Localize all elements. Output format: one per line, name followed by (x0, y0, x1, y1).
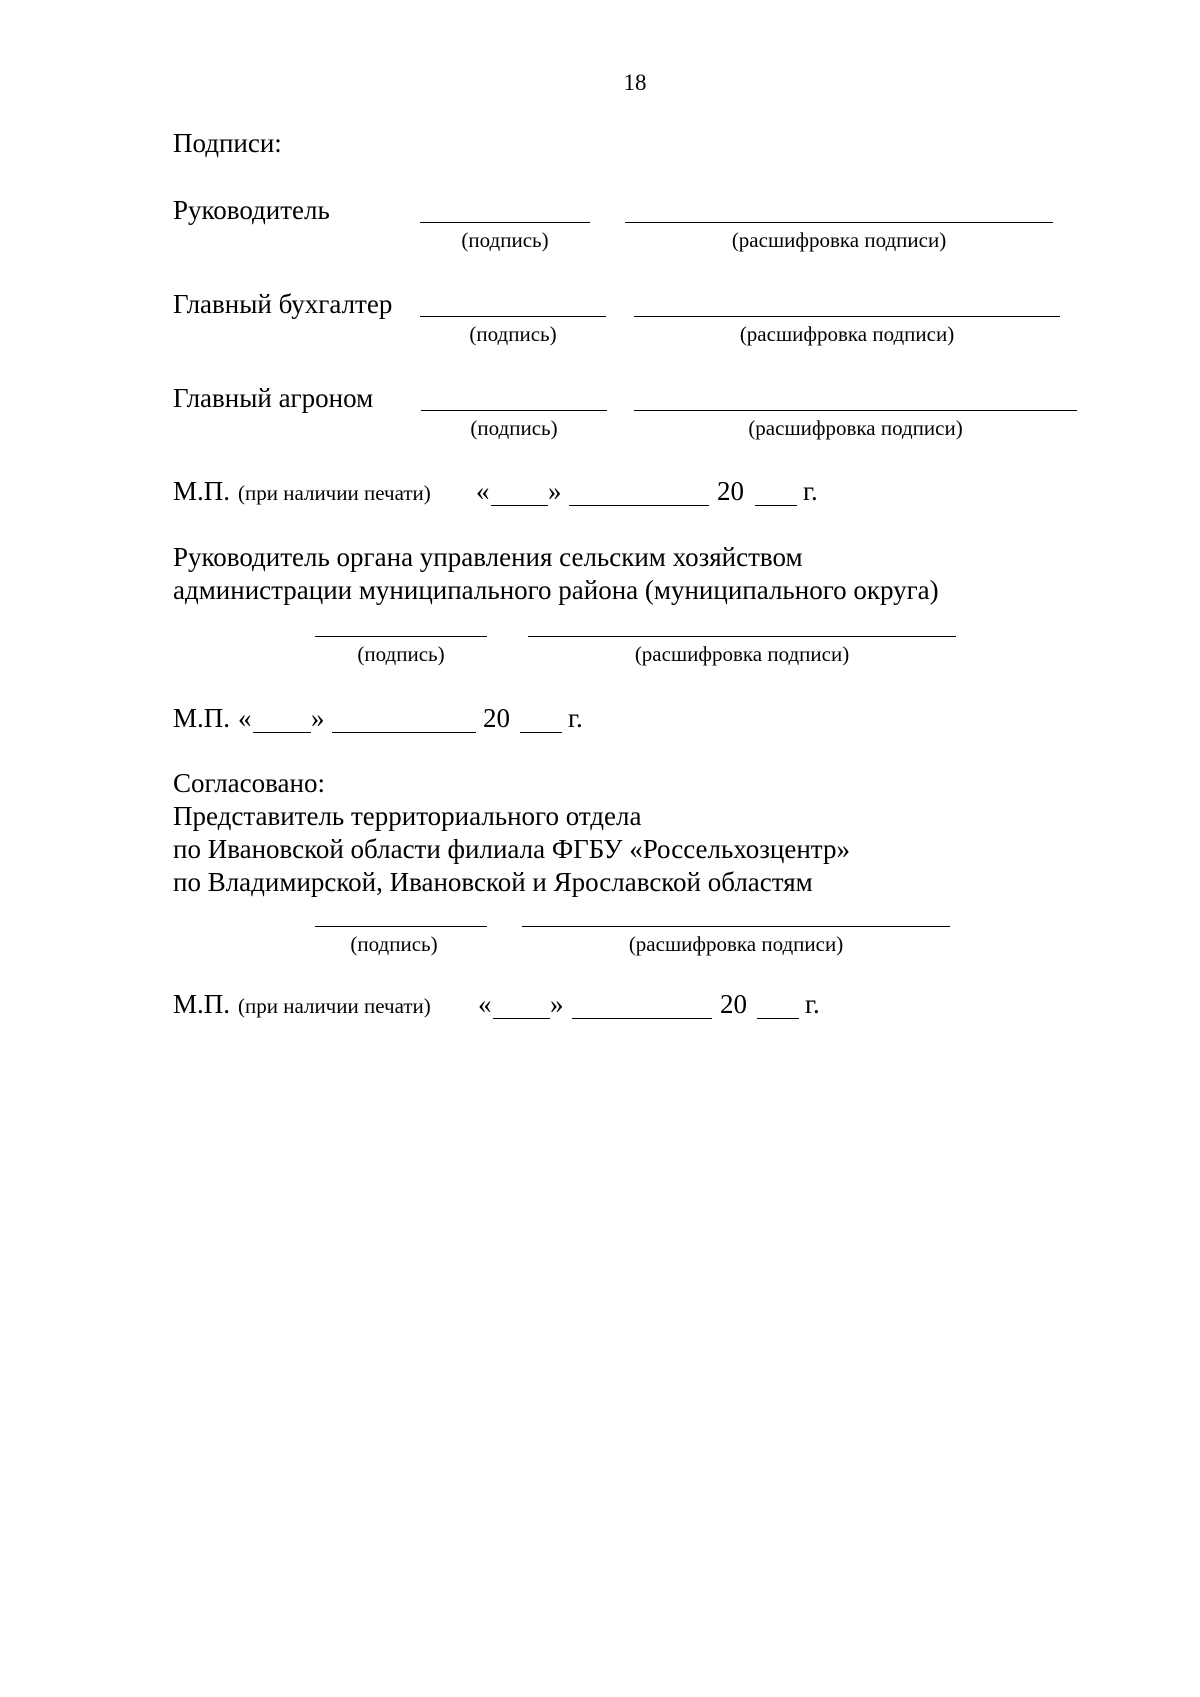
seal-3-day-field[interactable] (493, 1018, 550, 1019)
signatory-chief-agronomist-label: Главный агроном (173, 383, 374, 413)
chief-accountant-signature-line[interactable] (420, 316, 606, 317)
agreed-signature-line[interactable] (315, 926, 487, 927)
seal-2-mp: М.П. (173, 703, 231, 733)
seal-1-quote-close: » (548, 476, 562, 506)
seal-3-note: (при наличии печати) (238, 994, 431, 1018)
chief-accountant-signature-caption: (подпись) (469, 322, 557, 346)
seal-2-year-suffix: г. (568, 703, 583, 733)
seal-3-quote-close: » (550, 989, 564, 1019)
authority-decoding-caption: (расшифровка подписи) (634, 642, 850, 666)
chief-accountant-decoding-line[interactable] (634, 316, 1060, 317)
seal-1-day-field[interactable] (491, 505, 548, 506)
agreed-line-3: по Владимирской, Ивановской и Ярославской областям (173, 867, 813, 897)
page-number: 18 (623, 70, 647, 95)
seal-2-day-field[interactable] (253, 732, 311, 733)
agreed-signature-caption: (подпись) (350, 932, 438, 956)
chief-agronomist-decoding-line[interactable] (634, 410, 1077, 411)
agreed-decoding-caption: (расшифровка подписи) (628, 932, 844, 956)
agreed-label: Согласовано: (173, 768, 325, 798)
seal-2-year-prefix: 20 (483, 703, 510, 733)
signatory-head-label: Руководитель (173, 195, 330, 225)
head-decoding-line[interactable] (625, 222, 1053, 223)
authority-signature-caption: (подпись) (357, 642, 445, 666)
seal-1-note: (при наличии печати) (238, 481, 431, 505)
seal-1-quote-open: « (476, 476, 490, 506)
seal-1-mp: М.П. (173, 476, 231, 506)
seal-1-year-prefix: 20 (717, 476, 744, 506)
authority-decoding-line[interactable] (528, 636, 956, 637)
seal-2-quote-open: « (238, 703, 252, 733)
agreed-line-2: по Ивановской области филиала ФГБУ «Россельхозцентр» (173, 834, 850, 864)
chief-agronomist-signature-caption: (подпись) (470, 416, 558, 440)
seal-2-month-field[interactable] (332, 732, 476, 733)
seal-1-year-suffix: г. (803, 476, 818, 506)
seal-2-year-field[interactable] (520, 732, 562, 733)
chief-agronomist-decoding-caption: (расшифровка подписи) (748, 416, 963, 440)
chief-agronomist-signature-line[interactable] (421, 410, 607, 411)
seal-3-year-prefix: 20 (720, 989, 747, 1019)
chief-accountant-decoding-caption: (расшифровка подписи) (739, 322, 955, 346)
seal-3-year-field[interactable] (757, 1018, 799, 1019)
seal-3-year-suffix: г. (805, 989, 820, 1019)
agreed-line-1: Представитель территориального отдела (173, 801, 642, 831)
seal-3-mp: М.П. (173, 989, 231, 1019)
head-decoding-caption: (расшифровка подписи) (731, 228, 947, 252)
authority-signature-line[interactable] (315, 636, 487, 637)
seal-2-quote-close: » (311, 703, 325, 733)
signatory-chief-accountant-label: Главный бухгалтер (173, 289, 393, 319)
seal-3-quote-open: « (478, 989, 492, 1019)
authority-title-line-2: администрации муниципального района (муниципального округа) (173, 575, 939, 605)
agreed-decoding-line[interactable] (522, 926, 950, 927)
head-signature-caption: (подпись) (461, 228, 549, 252)
authority-title-line-1: Руководитель органа управления сельским хозяйством (173, 542, 803, 572)
seal-1-year-field[interactable] (755, 505, 797, 506)
signatures-heading: Подписи: (173, 128, 282, 158)
seal-3-month-field[interactable] (572, 1018, 712, 1019)
head-signature-line[interactable] (420, 222, 590, 223)
seal-1-month-field[interactable] (569, 505, 709, 506)
